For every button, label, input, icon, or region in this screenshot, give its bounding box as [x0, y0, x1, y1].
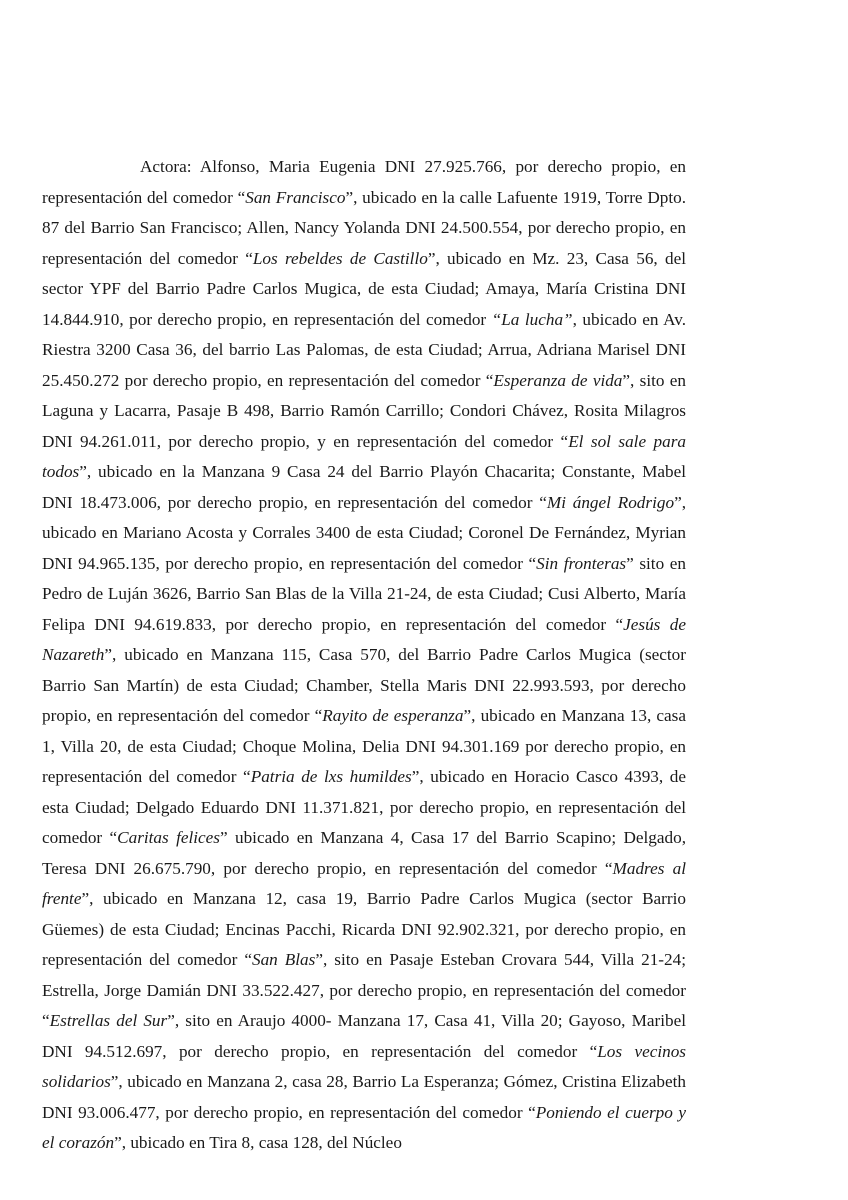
text-segment: ”, ubicado en Horacio Casco 4393, de esta Ciudad; Delgado Eduardo DNI 11.371.821, por derecho propio, en representación del comedor “ — [42, 767, 686, 847]
comedor-name: Los vecinos solidarios — [42, 1041, 686, 1091]
comedor-name: Estrellas del Sur — [49, 1011, 168, 1030]
comedor-name: Caritas felices — [117, 828, 220, 847]
text-segment: Actora: Alfonso, Maria Eugenia DNI 27.925.766, por derecho propio, en representación del comedor “ — [42, 157, 686, 207]
text-segment: ”, ubicado en Manzana 13, casa 1, Villa 20, de esta Ciudad; Choque Molina, Delia DNI 94.301.169 por derecho propio, en representación del comedor “ — [42, 706, 686, 786]
text-segment: ”, ubicado en Mariano Acosta y Corrales 3400 de esta Ciudad; Coronel De Fernández, Myrian DNI 94.965.135, por derecho propio, en representación del comedor “ — [42, 492, 686, 573]
text-segment: ”, sito en Laguna y Lacarra, Pasaje B 498, Barrio Ramón Carrillo; Condori Chávez, Rosita Milagros DNI 94.261.011, por derecho propio, y en representación del comedor “ — [42, 370, 686, 451]
text-segment: ”, ubicado en Manzana 12, casa 19, Barrio Padre Carlos Mugica (sector Barrio Güemes) de esta Ciudad; Encinas Pacchi, Ricarda DNI 92.902.321, por derecho propio, en representación del comedor “ — [42, 889, 686, 969]
text-segment: ”, ubicado en Tira 8, casa 128, del Núcleo — [114, 1133, 402, 1152]
comedor-name: Madres al frente — [42, 858, 686, 908]
text-segment: ”, ubicado en la calle Lafuente 1919, Torre Dpto. 87 del Barrio San Francisco; Allen, Nancy Yolanda DNI 24.500.554, por derecho propio, en representación del comedor “ — [42, 187, 686, 268]
text-segment: ” sito en Pedro de Luján 3626, Barrio San Blas de la Villa 21-24, de esta Ciudad; Cusi Alberto, María Felipa DNI 94.619.833, por derecho propio, en representación del comedor “ — [42, 553, 686, 634]
comedor-name: “La lucha” — [491, 309, 573, 329]
text-segment: ”, ubicado en Manzana 115, Casa 570, del Barrio Padre Carlos Mugica (sector Barrio San Martín) de esta Ciudad; Chamber, Stella Maris DNI 22.993.593, por derecho propio, en representación del comedor “ — [42, 645, 686, 725]
comedor-name: Jesús de Nazareth — [42, 614, 687, 664]
comedor-name: Los rebeldes de Castillo — [252, 248, 428, 268]
text-segment: , ubicado en Av. Riestra 3200 Casa 36, del barrio Las Palomas, de esta Ciudad; Arrua, Adriana Marisel DNI 25.450.272 por derecho propio, en representación del comedor “ — [42, 309, 686, 390]
comedor-name: San Francisco — [245, 187, 346, 207]
text-segment: ”, sito en Araujo 4000- Manzana 17, Casa 41, Villa 20; Gayoso, Maribel DNI 94.512.697, por derecho propio, en representación del comedor “ — [42, 1011, 686, 1061]
comedor-name: El sol sale para todos — [42, 431, 686, 481]
text-segment: ”, ubicado en Mz. 23, Casa 56, del sector YPF del Barrio Padre Carlos Mugica, de esta Ciudad; Amaya, María Cristina DNI 14.844.910, por derecho propio, en representación del comedor — [42, 248, 686, 329]
comedor-name: Mi ángel Rodrigo — [546, 492, 675, 512]
text-segment: ”, ubicado en la Manzana 9 Casa 24 del Barrio Playón Chacarita; Constante, Mabel DNI 18.473.006, por derecho propio, en representación del comedor “ — [42, 462, 686, 512]
comedor-name: Patria de lxs humildes — [250, 767, 412, 786]
text-segment: ”, sito en Pasaje Esteban Crovara 544, Villa 21-24; Estrella, Jorge Damián DNI 33.522.427, por derecho propio, en representación del comedor “ — [42, 950, 686, 1030]
comedor-name: Sin fronteras — [536, 553, 627, 573]
comedor-name: Esperanza de vida — [493, 370, 623, 390]
comedor-name: Poniendo el cuerpo y el corazón — [42, 1102, 686, 1152]
text-segment: ” ubicado en Manzana 4, Casa 17 del Barrio Scapino; Delgado, Teresa DNI 26.675.790, por derecho propio, en representación del comedor “ — [42, 828, 687, 878]
body-paragraph — [42, 152, 686, 1159]
comedor-name: San Blas — [251, 950, 316, 969]
text-segment: ”, ubicado en Manzana 2, casa 28, Barrio La Esperanza; Gómez, Cristina Elizabeth DNI 93.006.477, por derecho propio, en representación del comedor “ — [42, 1072, 686, 1122]
comedor-name: Rayito de esperanza — [322, 706, 464, 725]
